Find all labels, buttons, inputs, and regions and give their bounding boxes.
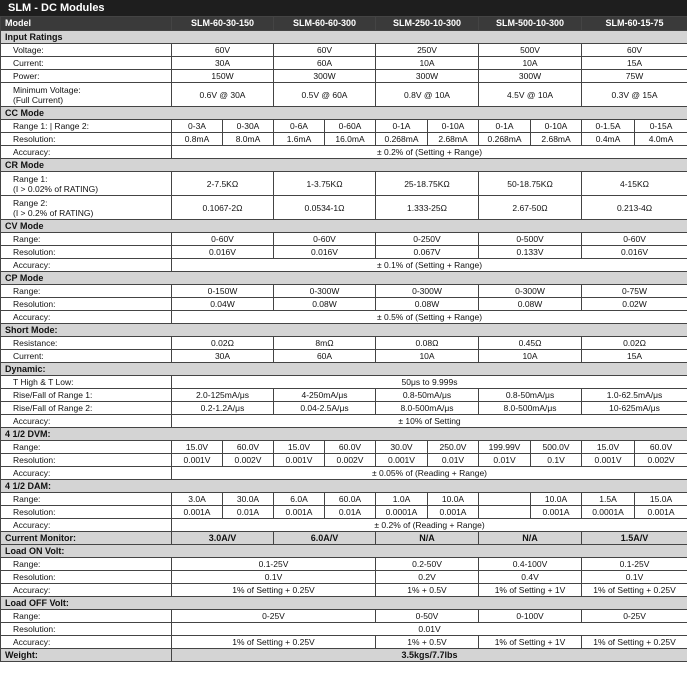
spec-value: 0-25V [582, 610, 687, 623]
spec-value: 150W [172, 70, 274, 83]
spec-value: 4-250mA/μs [274, 389, 376, 402]
spec-row [1, 285, 687, 298]
spec-value: 6.0A/V [274, 532, 376, 545]
section-row [1, 363, 687, 376]
spec-row [1, 70, 687, 83]
spec-row [1, 246, 687, 259]
spec-value: 0-250V [376, 233, 479, 246]
section-row [1, 324, 687, 337]
spec-row [1, 558, 687, 571]
spec-value: 0.04W [172, 298, 274, 311]
spec-row [1, 259, 687, 272]
spec-value: 0-50V [376, 610, 479, 623]
row-label-line2: (Full Current) [13, 94, 64, 105]
spec-value: 60.0V [635, 441, 687, 454]
spec-value: 250V [376, 44, 479, 57]
spec-value: 0.001V [274, 454, 325, 467]
spec-value: 50-18.75KΩ [479, 172, 582, 196]
row-label: Voltage: [1, 44, 172, 57]
spec-value: 0.016V [582, 246, 687, 259]
row-label: Resolution: [1, 133, 172, 146]
section-label: Input Ratings [1, 31, 687, 44]
spec-value: 0.1V [582, 571, 687, 584]
spec-value: 15A [582, 57, 687, 70]
spec-value: 500.0V [531, 441, 582, 454]
spec-value: 300W [274, 70, 376, 83]
row-label: Weight: [1, 649, 172, 662]
row-label: Current: [1, 350, 172, 363]
spec-row [1, 571, 687, 584]
spec-value: 3.0A/V [172, 532, 274, 545]
spec-value: 0.08W [479, 298, 582, 311]
spec-value: 0.0001A [376, 506, 428, 519]
row-label-line1: Range 2: [13, 197, 48, 208]
row-label: Rise/Fall of Range 1: [1, 389, 172, 402]
row-label: Resolution: [1, 454, 172, 467]
spec-row [1, 389, 687, 402]
spec-value: 1% of Setting + 1V [479, 636, 582, 649]
spec-value [479, 506, 531, 519]
row-label: Accuracy: [1, 415, 172, 428]
section-label: Load ON Volt: [1, 545, 687, 558]
row-label [1, 83, 172, 107]
spec-value: 0.001V [172, 454, 223, 467]
row-label: T High & T Low: [1, 376, 172, 389]
spec-value: 0.8-50mA/μs [479, 389, 582, 402]
spec-value: 500V [479, 44, 582, 57]
spec-value: N/A [376, 532, 479, 545]
spec-value: 0.01V [428, 454, 479, 467]
spec-value: 1.6mA [274, 133, 325, 146]
model-header: SLM-250-10-300 [376, 17, 479, 31]
section-row [1, 597, 687, 610]
section-label: 4 1/2 DVM: [1, 428, 687, 441]
spec-value: 8.0mA [223, 133, 274, 146]
spec-value: 60A [274, 350, 376, 363]
spec-table-body [1, 17, 687, 662]
spec-value: 0-60V [582, 233, 687, 246]
spec-value: 0.8V @ 10A [376, 83, 479, 107]
row-label: Range: [1, 493, 172, 506]
section-row [1, 649, 687, 662]
spec-value: 1-3.75KΩ [274, 172, 376, 196]
section-label: 4 1/2 DAM: [1, 480, 687, 493]
spec-value: 1% of Setting + 0.25V [582, 584, 687, 597]
section-label: CV Mode [1, 220, 687, 233]
spec-row [1, 83, 687, 107]
row-label: Range: [1, 285, 172, 298]
spec-row [1, 146, 687, 159]
section-row [1, 480, 687, 493]
spec-value: 0.04-2.5A/μs [274, 402, 376, 415]
spec-value: 4.0mA [635, 133, 687, 146]
spec-value: 0.268mA [479, 133, 531, 146]
spec-value: 0-1.5A [582, 120, 635, 133]
spec-value: 1% of Setting + 1V [479, 584, 582, 597]
spec-value: 10A [376, 57, 479, 70]
spec-row [1, 415, 687, 428]
spec-value: 1.0-62.5mA/μs [582, 389, 687, 402]
row-label: Range: [1, 441, 172, 454]
row-label-line1: Range 1: [13, 173, 48, 184]
spec-value: 0.02Ω [172, 337, 274, 350]
spec-value: 0.5V @ 60A [274, 83, 376, 107]
spec-value: 0.01V [172, 623, 687, 636]
spec-value: 10A [376, 350, 479, 363]
section-label: CC Mode [1, 107, 687, 120]
spec-row [1, 376, 687, 389]
spec-value: 0.001A [172, 506, 223, 519]
spec-value: ± 0.1% of (Setting + Range) [172, 259, 687, 272]
spec-value: ± 0.2% of (Setting + Range) [172, 146, 687, 159]
row-label: Resistance: [1, 337, 172, 350]
spec-value: 0-6A [274, 120, 325, 133]
spec-value: 1.0A [376, 493, 428, 506]
spec-value: 0-1A [479, 120, 531, 133]
spec-value: 10-625mA/μs [582, 402, 687, 415]
row-label: Power: [1, 70, 172, 83]
spec-value: 60V [172, 44, 274, 57]
section-label: Short Mode: [1, 324, 687, 337]
row-label: Accuracy: [1, 519, 172, 532]
spec-value: 1% of Setting + 0.25V [582, 636, 687, 649]
row-label: Accuracy: [1, 146, 172, 159]
spec-value: 0.002V [325, 454, 376, 467]
spec-value: 1.5A [582, 493, 635, 506]
spec-value: 30A [172, 350, 274, 363]
spec-value: 15A [582, 350, 687, 363]
spec-value: 0-3A [172, 120, 223, 133]
spec-value: 0-75W [582, 285, 687, 298]
section-label: Load OFF Volt: [1, 597, 687, 610]
spec-value: 0.001V [376, 454, 428, 467]
spec-value: 15.0V [274, 441, 325, 454]
spec-value: 8.0-500mA/μs [479, 402, 582, 415]
spec-value: 0.001V [582, 454, 635, 467]
spec-value: 1.333-25Ω [376, 196, 479, 220]
spec-value: 300W [479, 70, 582, 83]
section-row [1, 272, 687, 285]
spec-value: 0-300W [479, 285, 582, 298]
spec-value: 4-15KΩ [582, 172, 687, 196]
spec-value: 3.0A [172, 493, 223, 506]
spec-value: 0.1-25V [582, 558, 687, 571]
spec-value: 1% + 0.5V [376, 584, 479, 597]
section-row [1, 159, 687, 172]
spec-value: 0.1-25V [172, 558, 376, 571]
spec-value: 0.2V [376, 571, 479, 584]
spec-value: 15.0A [635, 493, 687, 506]
spec-value: 0.0534-1Ω [274, 196, 376, 220]
spec-row [1, 493, 687, 506]
spec-table [0, 16, 687, 662]
section-row [1, 31, 687, 44]
row-label: Resolution: [1, 623, 172, 636]
spec-value: 2.68mA [531, 133, 582, 146]
row-label [1, 172, 172, 196]
section-label: Dynamic: [1, 363, 687, 376]
model-header: SLM-60-15-75 [582, 17, 687, 31]
spec-value: 2-7.5KΩ [172, 172, 274, 196]
spec-row [1, 610, 687, 623]
spec-value: ± 0.05% of (Reading + Range) [172, 467, 687, 480]
spec-row [1, 441, 687, 454]
spec-value: 8mΩ [274, 337, 376, 350]
spec-value: 0-15A [635, 120, 687, 133]
spec-value: 0-10A [531, 120, 582, 133]
spec-value: 250.0V [428, 441, 479, 454]
spec-row [1, 298, 687, 311]
spec-value: 30A [172, 57, 274, 70]
spec-value: 10A [479, 350, 582, 363]
spec-value: 0.016V [172, 246, 274, 259]
spec-row [1, 172, 687, 196]
spec-value: 0-100V [479, 610, 582, 623]
spec-row [1, 120, 687, 133]
spec-value: 4.5V @ 10A [479, 83, 582, 107]
spec-value: 0.02Ω [582, 337, 687, 350]
spec-value: 0.2-50V [376, 558, 479, 571]
row-label: Current Monitor: [1, 532, 172, 545]
spec-value: 300W [376, 70, 479, 83]
row-label: Range: [1, 558, 172, 571]
spec-value: 15.0V [582, 441, 635, 454]
model-header: SLM-60-30-150 [172, 17, 274, 31]
spec-row [1, 57, 687, 70]
spec-value: 60.0A [325, 493, 376, 506]
row-label: Resolution: [1, 298, 172, 311]
row-label: Current: [1, 57, 172, 70]
spec-value: 0.268mA [376, 133, 428, 146]
spec-value: 1% + 0.5V [376, 636, 479, 649]
section-row [1, 220, 687, 233]
spec-value: 0.002V [223, 454, 274, 467]
spec-value: 25-18.75KΩ [376, 172, 479, 196]
row-label: Accuracy: [1, 467, 172, 480]
spec-row [1, 454, 687, 467]
spec-value: 0-150W [172, 285, 274, 298]
spec-value: 0.1V [172, 571, 376, 584]
spec-row [1, 337, 687, 350]
spec-value: 60.0V [325, 441, 376, 454]
spec-value: 0.08W [274, 298, 376, 311]
spec-value: 0.0001A [582, 506, 635, 519]
spec-value: 0.4mA [582, 133, 635, 146]
model-header: SLM-60-60-300 [274, 17, 376, 31]
spec-value: 10.0A [428, 493, 479, 506]
spec-value: N/A [479, 532, 582, 545]
spec-row [1, 196, 687, 220]
row-label: Resolution: [1, 506, 172, 519]
header-label: Model [1, 17, 172, 31]
spec-row [1, 133, 687, 146]
spec-value: 0-60A [325, 120, 376, 133]
spec-row [1, 44, 687, 57]
spec-value: 0.8-50mA/μs [376, 389, 479, 402]
spec-value: 0.213-4Ω [582, 196, 687, 220]
row-label [1, 196, 172, 220]
spec-row [1, 506, 687, 519]
spec-value: 75W [582, 70, 687, 83]
spec-value: 1.5A/V [582, 532, 687, 545]
row-label: Accuracy: [1, 311, 172, 324]
row-label: Accuracy: [1, 259, 172, 272]
spec-row [1, 233, 687, 246]
header-row [1, 17, 687, 31]
spec-value: 60V [274, 44, 376, 57]
spec-value: 8.0-500mA/μs [376, 402, 479, 415]
spec-value: 30.0A [223, 493, 274, 506]
spec-value: 0.002V [635, 454, 687, 467]
spec-row [1, 623, 687, 636]
spec-value: 0.45Ω [479, 337, 582, 350]
spec-value: 0.2-1.2A/μs [172, 402, 274, 415]
spec-value: 2.67-50Ω [479, 196, 582, 220]
spec-value: 10A [479, 57, 582, 70]
spec-row [1, 519, 687, 532]
spec-value: 0.1V [531, 454, 582, 467]
row-label: Resolution: [1, 246, 172, 259]
row-label-line1: Minimum Voltage: [13, 84, 81, 95]
spec-value: 10.0A [531, 493, 582, 506]
spec-value: 0-1A [376, 120, 428, 133]
spec-value: 0-500V [479, 233, 582, 246]
spec-value: 0-30A [223, 120, 274, 133]
spec-value: 60V [582, 44, 687, 57]
page-title: SLM - DC Modules [0, 0, 687, 16]
spec-value: 0.6V @ 30A [172, 83, 274, 107]
spec-value: 0.016V [274, 246, 376, 259]
section-row [1, 545, 687, 558]
section-label: CP Mode [1, 272, 687, 285]
spec-value: 0.001A [274, 506, 325, 519]
spec-value: 0.3V @ 15A [582, 83, 687, 107]
spec-value: 0.01A [223, 506, 274, 519]
spec-value: 0-60V [274, 233, 376, 246]
spec-value: 0.133V [479, 246, 582, 259]
spec-value: 30.0V [376, 441, 428, 454]
spec-value: 0.08Ω [376, 337, 479, 350]
spec-value: 0.8mA [172, 133, 223, 146]
spec-value: ± 10% of Setting [172, 415, 687, 428]
row-label-line2: (I > 0.02% of RATING) [13, 183, 99, 194]
spec-value: 0.02W [582, 298, 687, 311]
spec-value: 0-300W [274, 285, 376, 298]
spec-row [1, 311, 687, 324]
spec-value: 199.99V [479, 441, 531, 454]
spec-value: 0.067V [376, 246, 479, 259]
spec-row [1, 350, 687, 363]
spec-value: 1% of Setting + 0.25V [172, 584, 376, 597]
spec-value: 15.0V [172, 441, 223, 454]
spec-value: 16.0mA [325, 133, 376, 146]
spec-value: 60.0V [223, 441, 274, 454]
spec-value: 0-60V [172, 233, 274, 246]
row-label: Range: [1, 233, 172, 246]
spec-value: 0.1067-2Ω [172, 196, 274, 220]
spec-value: 50μs to 9.999s [172, 376, 687, 389]
spec-value: 0.001A [635, 506, 687, 519]
spec-value: 0.01A [325, 506, 376, 519]
spec-value: 3.5kgs/7.7lbs [172, 649, 687, 662]
spec-value: 0.001A [531, 506, 582, 519]
row-label: Resolution: [1, 571, 172, 584]
spec-value: 2.68mA [428, 133, 479, 146]
spec-row [1, 467, 687, 480]
row-label: Rise/Fall of Range 2: [1, 402, 172, 415]
spec-value: 0.01V [479, 454, 531, 467]
spec-value: 6.0A [274, 493, 325, 506]
spec-value: 1% of Setting + 0.25V [172, 636, 376, 649]
spec-value: 0-10A [428, 120, 479, 133]
spec-value: 0.4-100V [479, 558, 582, 571]
section-label: CR Mode [1, 159, 687, 172]
row-label: Accuracy: [1, 584, 172, 597]
spec-value: 0-25V [172, 610, 376, 623]
spec-row [1, 402, 687, 415]
spec-value: 0.08W [376, 298, 479, 311]
spec-value [479, 493, 531, 506]
spec-row [1, 584, 687, 597]
spec-value: 60A [274, 57, 376, 70]
spec-value: 2.0-125mA/μs [172, 389, 274, 402]
row-label-line2: (I > 0.2% of RATING) [13, 207, 94, 218]
row-label: Accuracy: [1, 636, 172, 649]
row-label: Range: [1, 610, 172, 623]
spec-value: ± 0.5% of (Setting + Range) [172, 311, 687, 324]
section-row [1, 107, 687, 120]
spec-value: 0.001A [428, 506, 479, 519]
spec-value: 0.4V [479, 571, 582, 584]
section-row [1, 428, 687, 441]
model-header: SLM-500-10-300 [479, 17, 582, 31]
spec-value: ± 0.2% of (Reading + Range) [172, 519, 687, 532]
spec-value: 0-300W [376, 285, 479, 298]
spec-row [1, 636, 687, 649]
row-label: Range 1: | Range 2: [1, 120, 172, 133]
section-row [1, 532, 687, 545]
